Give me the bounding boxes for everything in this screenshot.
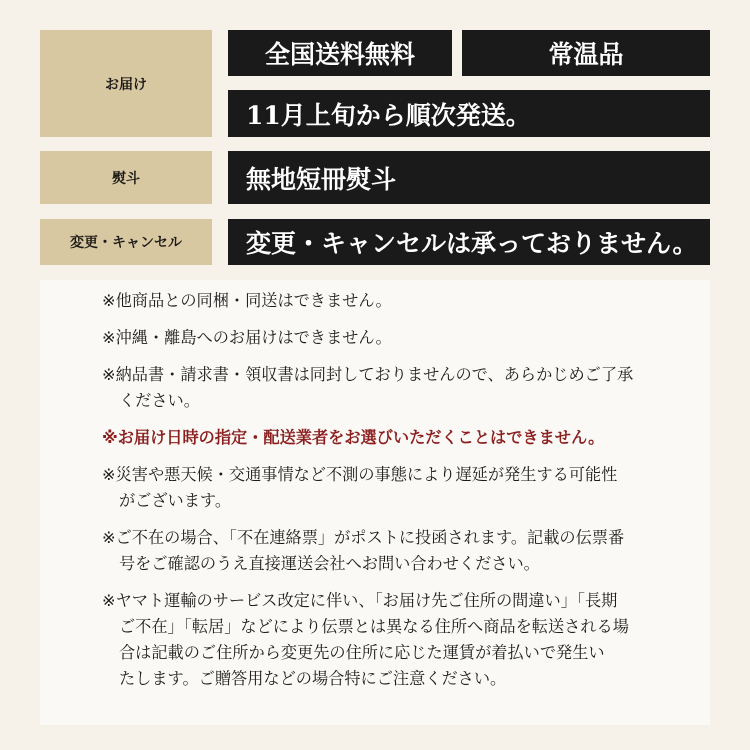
- room-temperature-box: 常温品: [462, 30, 710, 76]
- note-no-invoice: ※納品書・請求書・領収書は同封しておりませんので、あらかじめご了承 ください。: [102, 365, 634, 410]
- note-yamato-forwarding: ※ヤマト運輸のサービス改定に伴い、「お届け先ご住所の間違い」「長期 ご不在」「転居」などにより伝票とは異なる住所へ商品を転送される場 合は記載のご住所から変更先の住所に応じた運賃が着払いで発生い たします。ご贈答用などの場合特にご注意ください。: [102, 591, 629, 688]
- note-no-remote-delivery: ※沖縄・離島へのお届けはできません。: [102, 328, 392, 347]
- cancel-label: 変更・キャンセル: [40, 219, 212, 265]
- notes-panel: [40, 280, 710, 725]
- cancel-value-box: 変更・キャンセルは承っておりません。: [228, 219, 710, 265]
- note-no-bundling: ※他商品との同梱・同送はできません。: [102, 291, 392, 310]
- noshi-label: 熨斗: [40, 151, 212, 204]
- note-delay-possible: ※災害や悪天候・交通事情など不測の事態により遅延が発生する可能性 がございます。: [102, 465, 618, 510]
- delivery-label: お届け: [40, 30, 212, 137]
- note-no-date-specification: ※お届け日時の指定・配送業者をお選びいただくことはできません。: [102, 428, 605, 447]
- shipping-schedule-box: 11月上旬から順次発送。: [228, 90, 710, 137]
- noshi-value-box: 無地短冊熨斗: [228, 151, 710, 204]
- free-shipping-box: 全国送料無料: [228, 30, 452, 76]
- note-absence-slip: ※ご不在の場合、「不在連絡票」がポストに投函されます。記載の伝票番 号をご確認のうえ直接運送会社へお問い合わせください。: [102, 528, 625, 573]
